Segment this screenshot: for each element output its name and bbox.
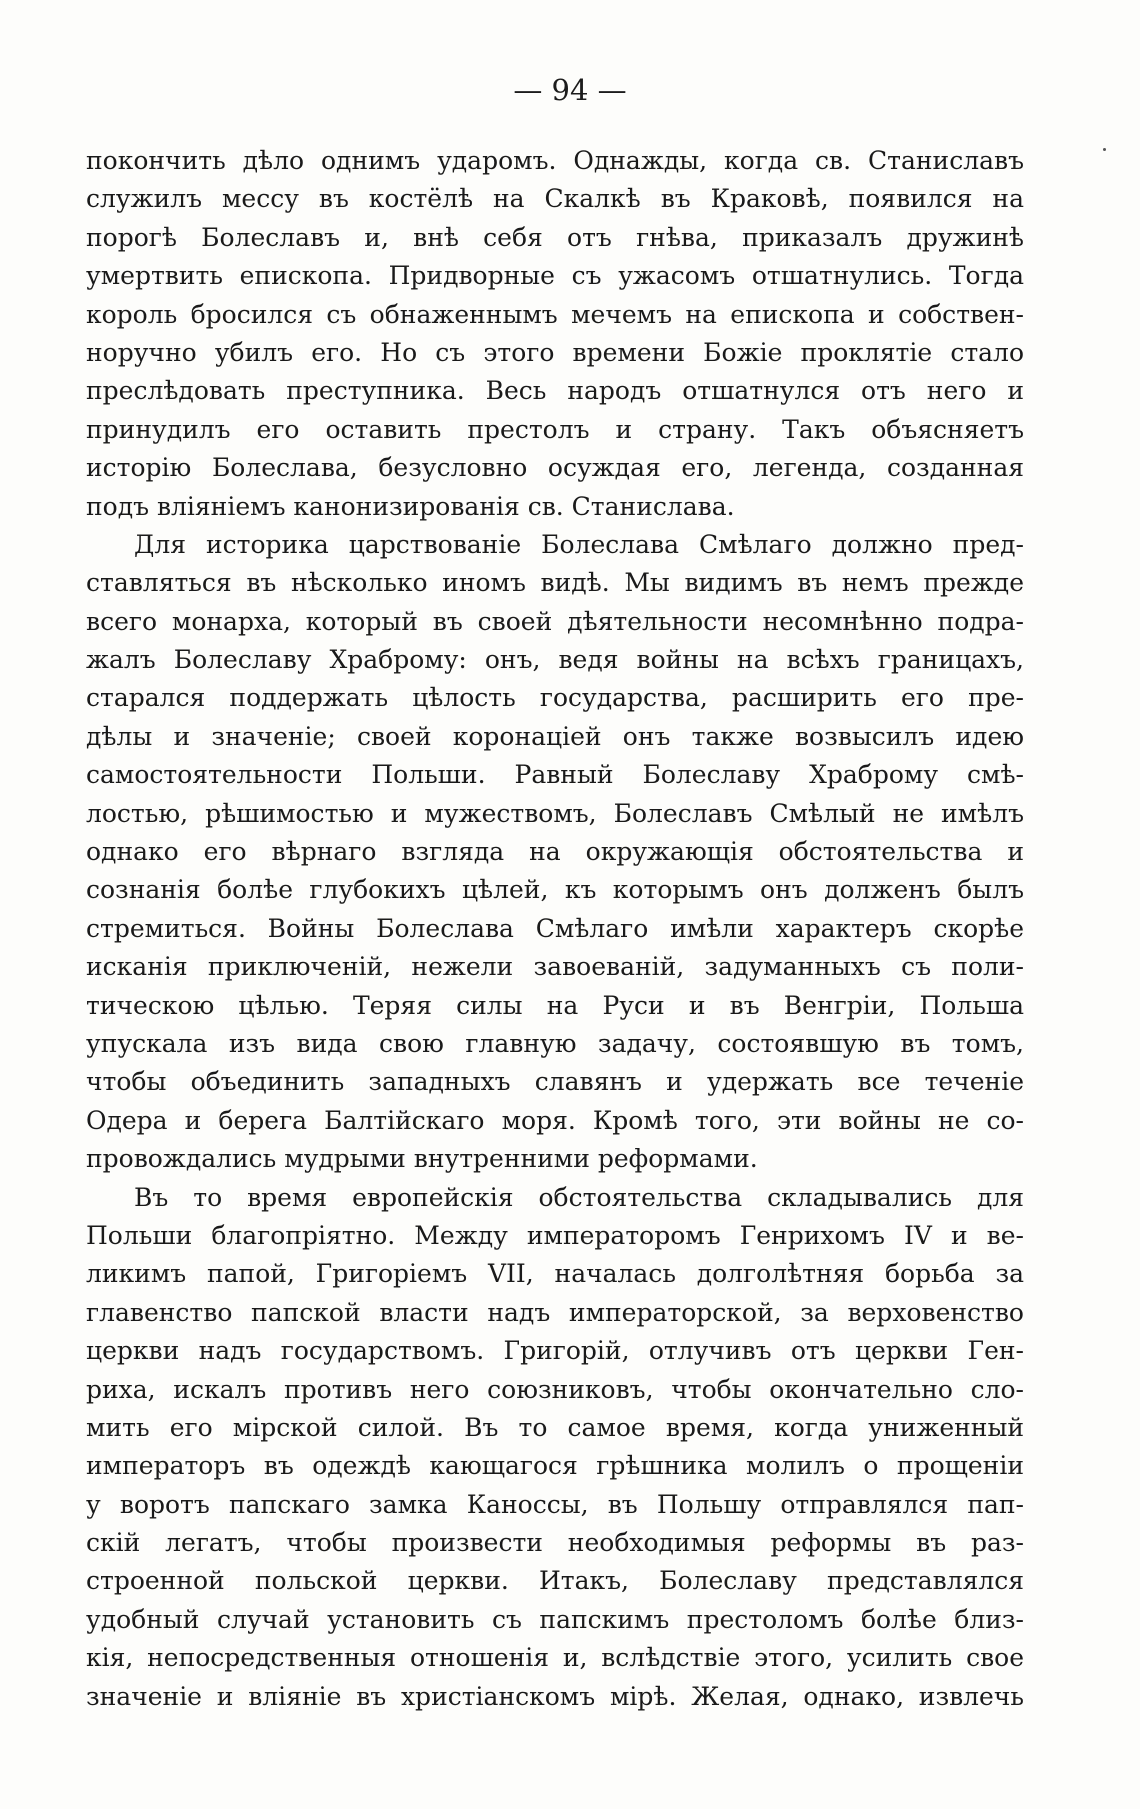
text-line: преслѣдовать преступника. Весь народъ отшатнулся отъ него и xyxy=(86,376,1024,406)
text-line: ликимъ папой, Григоріемъ VII, началась долголѣтняя борьба за xyxy=(86,1259,1024,1289)
text-line: старался поддержать цѣлость государства, расширить его пре- xyxy=(86,683,1024,713)
text-line: кія, непосредственныя отношенія и, вслѣдствіе этого, усилить свое xyxy=(86,1643,1024,1673)
text-line: скій легатъ, чтобы произвести необходимыя реформы въ раз- xyxy=(86,1528,1024,1558)
text-line: тическою цѣлью. Теряя силы на Руси и въ Венгріи, Польша xyxy=(86,990,1024,1020)
paragraph-1 xyxy=(86,142,1024,526)
paragraph-2 xyxy=(86,526,1024,1179)
text-line: жалъ Болеславу Храброму: онъ, ведя войны на всѣхъ границахъ, xyxy=(86,645,1024,675)
text-line: стремиться. Войны Болеслава Смѣлаго имѣли характеръ скорѣе xyxy=(86,913,1024,943)
text-line: главенство папской власти надъ императорской, за верховенство xyxy=(86,1297,1024,1327)
text-line: покончить дѣло однимъ ударомъ. Однажды, когда св. Станиславъ xyxy=(86,146,1024,175)
page-number: — 94 — xyxy=(513,73,627,107)
text-line: дѣлы и значеніе; своей коронаціей онъ также возвысилъ идею xyxy=(86,721,1024,751)
text-line: церкви надъ государствомъ. Григорій, отлучивъ отъ церкви Ген- xyxy=(86,1336,1024,1366)
text-line: всего монарха, который въ своей дѣятельности несомнѣнно подра- xyxy=(86,606,1024,636)
text-line: подъ вліяніемъ канонизированія св. Станислава. xyxy=(86,491,735,521)
text-line: императоръ въ одеждѣ кающагося грѣшника молилъ о прощеніи xyxy=(86,1451,1024,1481)
text-line: чтобы объединить западныхъ славянъ и удержать все теченіе xyxy=(86,1067,1024,1097)
text-line: Въ то время европейскія обстоятельства складывались для xyxy=(134,1182,1024,1212)
text-line: строенной польской церкви. Итакъ, Болеславу представлялся xyxy=(86,1566,1024,1596)
text-line: служилъ мессу въ костёлѣ на Скалкѣ въ Краковѣ, появился на xyxy=(86,184,1024,214)
text-line: норучно убилъ его. Но съ этого времени Божіе проклятіе стало xyxy=(86,337,1024,367)
text-line: исканія приключеній, нежели завоеваній, задуманныхъ съ поли- xyxy=(86,952,1024,982)
text-line: у воротъ папскаго замка Каноссы, въ Польшу отправлялся пап- xyxy=(86,1489,1024,1519)
text-line: провождались мудрыми внутренними реформами. xyxy=(86,1144,758,1174)
text-line: однако его вѣрнаго взгляда на окружающія обстоятельства и xyxy=(86,837,1024,867)
text-line: сознанія болѣе глубокихъ цѣлей, къ которымъ онъ долженъ былъ xyxy=(86,875,1024,905)
text-line: король бросился съ обнаженнымъ мечемъ на епископа и собствен- xyxy=(86,299,1024,329)
text-line: самостоятельности Польши. Равный Болеславу Храброму смѣ- xyxy=(86,760,1024,790)
text-line: лостью, рѣшимостью и мужествомъ, Болеславъ Смѣлый не имѣлъ xyxy=(86,798,1024,828)
text-line: удобный случай установить съ папскимъ престоломъ болѣе близ- xyxy=(86,1604,1024,1634)
text-line: исторію Болеслава, безусловно осуждая его, легенда, созданная xyxy=(86,453,1024,483)
page-body-text xyxy=(86,142,1024,1716)
text-line: ставляться въ нѣсколько иномъ видѣ. Мы видимъ въ немъ прежде xyxy=(86,568,1024,598)
text-line: мить его мірской силой. Въ то самое время, когда униженный xyxy=(86,1412,1024,1442)
text-line: упускала изъ вида свою главную задачу, состоявшую въ томъ, xyxy=(86,1028,1024,1058)
paragraph-3 xyxy=(86,1179,1024,1716)
text-line: умертвить епископа. Придворные съ ужасомъ отшатнулись. Тогда xyxy=(86,261,1024,291)
text-line: принудилъ его оставить престолъ и страну. Такъ объясняетъ xyxy=(86,414,1024,444)
text-line: Польши благопріятно. Между императоромъ Генрихомъ IV и ве- xyxy=(86,1220,1024,1250)
text-line: Одера и берега Балтійскаго моря. Кромѣ того, эти войны не со- xyxy=(86,1105,1024,1135)
text-line: риха, искалъ противъ него союзниковъ, чтобы окончательно сло- xyxy=(86,1374,1024,1404)
text-line: Для историка царствованіе Болеслава Смѣлаго должно пред- xyxy=(134,529,1024,559)
text-line: порогѣ Болеславъ и, внѣ себя отъ гнѣва, приказалъ дружинѣ xyxy=(86,222,1024,252)
ink-speck xyxy=(1103,148,1106,151)
text-line: значеніе и вліяніе въ христіанскомъ мірѣ. Желая, однако, извлечь xyxy=(86,1681,1024,1711)
